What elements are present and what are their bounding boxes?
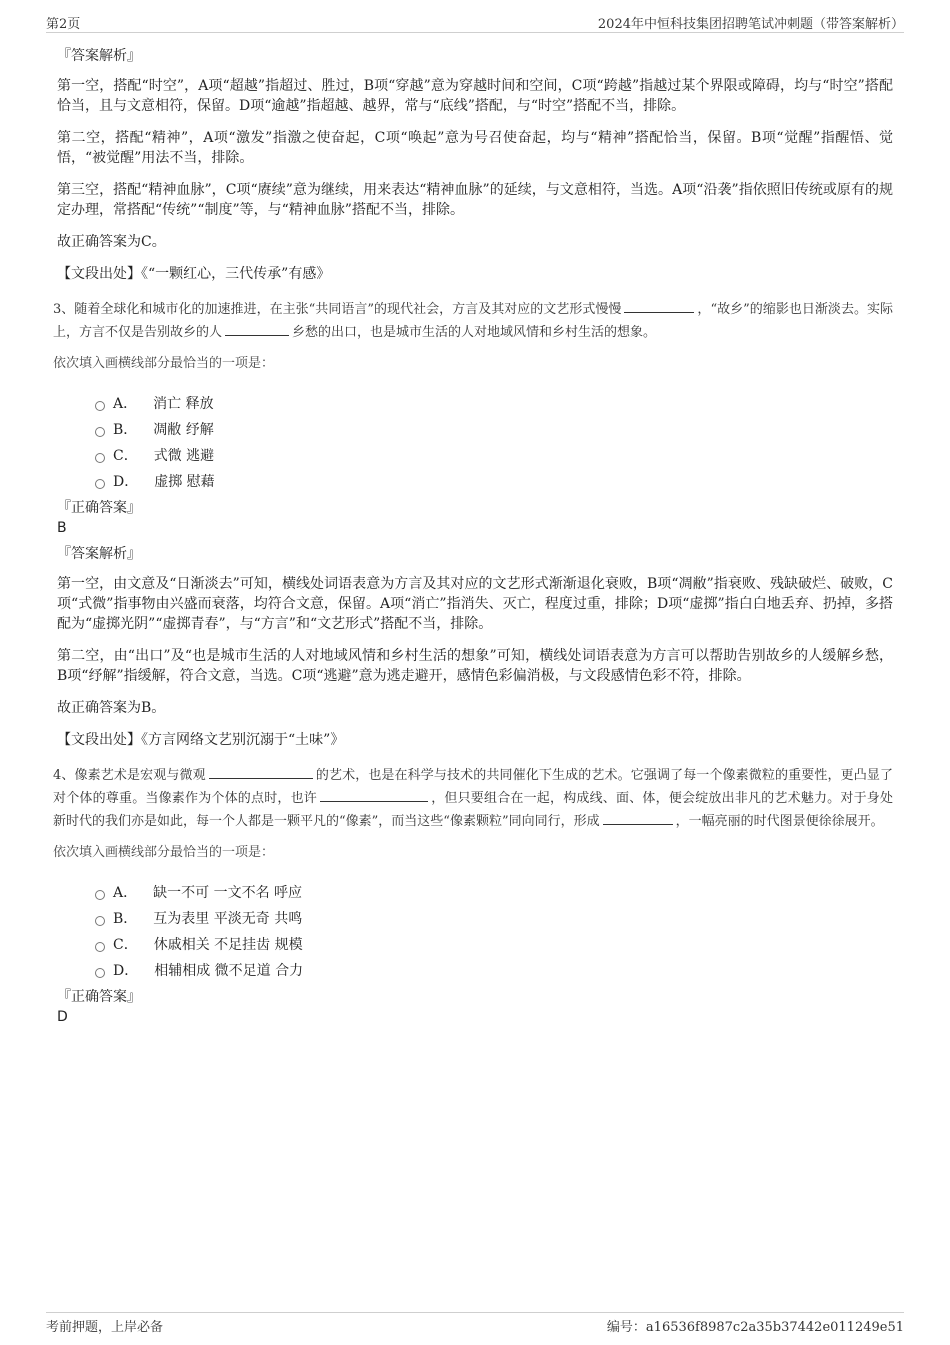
analysis-paragraph: 第一空，搭配“时空”，A项“超越”指超过、胜过，B项“穿越”意为穿越时间和空间，C项“跨越”指越过某个界限或障碍，均与“时空”搭配恰当，且与文意相符，保留。D项“逾越”指超越、越界，常与“底线”搭配，与“时空”搭配不当，排除。	[57, 78, 893, 114]
option-a[interactable]: A． 消亡 释放	[95, 390, 893, 416]
correct-answer-label: 『正确答案』	[57, 989, 141, 1005]
option-b[interactable]: B． 互为表里 平淡无奇 共鸣	[95, 905, 893, 931]
fill-blank	[209, 764, 313, 779]
analysis-paragraph: 第三空，搭配“精神血脉”，C项“赓续”意为继续，用来表达“精神血脉”的延续，与文意相符，当选。A项“沿袭”指依照旧传统或原有的规定办理，常搭配“传统”“制度”等，与“精神血脉”搭配不当，排除。	[57, 182, 893, 218]
question-4-options	[95, 879, 893, 983]
question-prompt: 依次填入画横线部分最恰当的一项是：	[53, 845, 275, 860]
answer-analysis-label: 『答案解析』	[57, 48, 141, 64]
fill-blank	[624, 298, 694, 313]
correct-answer-value: B	[57, 520, 67, 536]
analysis-paragraph: 第二空，由“出口”及“也是城市生活的人对地域风情和乡村生活的想象”可知，横线处词语表意为方言可以帮助告别故乡的人缓解乡愁，B项“纾解”指缓解，符合文意，当选。C项“逃避”意为逃走避开，感情色彩偏消极，与文段感情色彩不符，排除。	[57, 648, 893, 684]
option-a[interactable]: A． 缺一不可 一文不名 呼应	[95, 879, 893, 905]
radio-icon[interactable]	[95, 453, 105, 463]
page-number: 第2页	[46, 17, 81, 32]
correct-answer-label: 『正确答案』	[57, 500, 141, 516]
passage-source: 【文段出处】《“一颗红心，三代传承”有感》	[57, 266, 331, 282]
answer-analysis-label: 『答案解析』	[57, 546, 141, 562]
document-title: 2024年中恒科技集团招聘笔试冲刺题（带答案解析）	[597, 17, 904, 32]
question-3-options	[95, 390, 893, 494]
radio-icon[interactable]	[95, 479, 105, 489]
option-c[interactable]: C． 式微 逃避	[95, 442, 893, 468]
fill-blank	[603, 810, 673, 825]
analysis-paragraph: 第一空，由文意及“日渐淡去”可知，横线处词语表意为方言及其对应的文艺形式渐渐退化衰败，B项“凋敝”指衰败、残缺破烂、破败，C项“式微”指事物由兴盛而衰落，均符合文意，保留。A项“消亡”指消失、灭亡，程度过重，排除；D项“虚掷”指白白地丢弃、扔掉，多搭配为“虚掷光阴”“虚掷青春”，与“方言”和“文艺形式”搭配不当，排除。	[57, 576, 893, 632]
fill-blank	[320, 787, 428, 802]
radio-icon[interactable]	[95, 401, 105, 411]
page-footer	[46, 1312, 904, 1335]
radio-icon[interactable]	[95, 916, 105, 926]
page-content	[53, 46, 893, 1033]
footer-slogan: 考前押题，上岸必备	[46, 1320, 164, 1335]
analysis-paragraph: 第二空，搭配“精神”，A项“激发”指激之使奋起，C项“唤起”意为号召使奋起，均与“精神”搭配恰当，保留。B项“觉醒”指醒悟、觉悟，“被觉醒”用法不当，排除。	[57, 130, 893, 166]
analysis-conclusion: 故正确答案为B。	[57, 700, 166, 716]
option-c[interactable]: C． 休戚相关 不足挂齿 规模	[95, 931, 893, 957]
document-code: 编号：a16536f8987c2a35b37442e011249e51	[606, 1320, 904, 1335]
radio-icon[interactable]	[95, 942, 105, 952]
radio-icon[interactable]	[95, 968, 105, 978]
option-b[interactable]: B． 凋敝 纾解	[95, 416, 893, 442]
question-3-stem: 3、随着全球化和城市化的加速推进，在主张“共同语言”的现代社会，方言及其对应的文艺形式慢慢 ，“故乡”的缩影也日渐淡去。实际上，方言不仅是告别故乡的人 乡愁的出口，也是城市生活的人对地域风情和乡村生活的想象。	[53, 298, 893, 344]
page-header	[46, 12, 904, 33]
radio-icon[interactable]	[95, 427, 105, 437]
fill-blank	[225, 321, 289, 336]
option-d[interactable]: D． 相辅相成 微不足道 合力	[95, 957, 893, 983]
radio-icon[interactable]	[95, 890, 105, 900]
question-4-stem: 4、像素艺术是宏观与微观 的艺术，也是在科学与技术的共同催化下生成的艺术。它强调了每一个像素微粒的重要性，更凸显了对个体的尊重。当像素作为个体的点时，也许 ，但只要组合在一起，构成线、面、体，便会绽放出非凡的艺术魅力。对于身处新时代的我们亦是如此，每一个人都是一颗平凡的“像素”，而当这些“像素颗粒”同向同行，形成 ，一幅亮丽的时代图景便徐徐展开。	[53, 764, 893, 833]
question-prompt: 依次填入画横线部分最恰当的一项是：	[53, 356, 275, 371]
analysis-conclusion: 故正确答案为C。	[57, 234, 166, 250]
correct-answer-value: D	[57, 1009, 68, 1025]
option-d[interactable]: D． 虚掷 慰藉	[95, 468, 893, 494]
passage-source: 【文段出处】《方言网络文艺别沉溺于“土味”》	[57, 732, 345, 748]
